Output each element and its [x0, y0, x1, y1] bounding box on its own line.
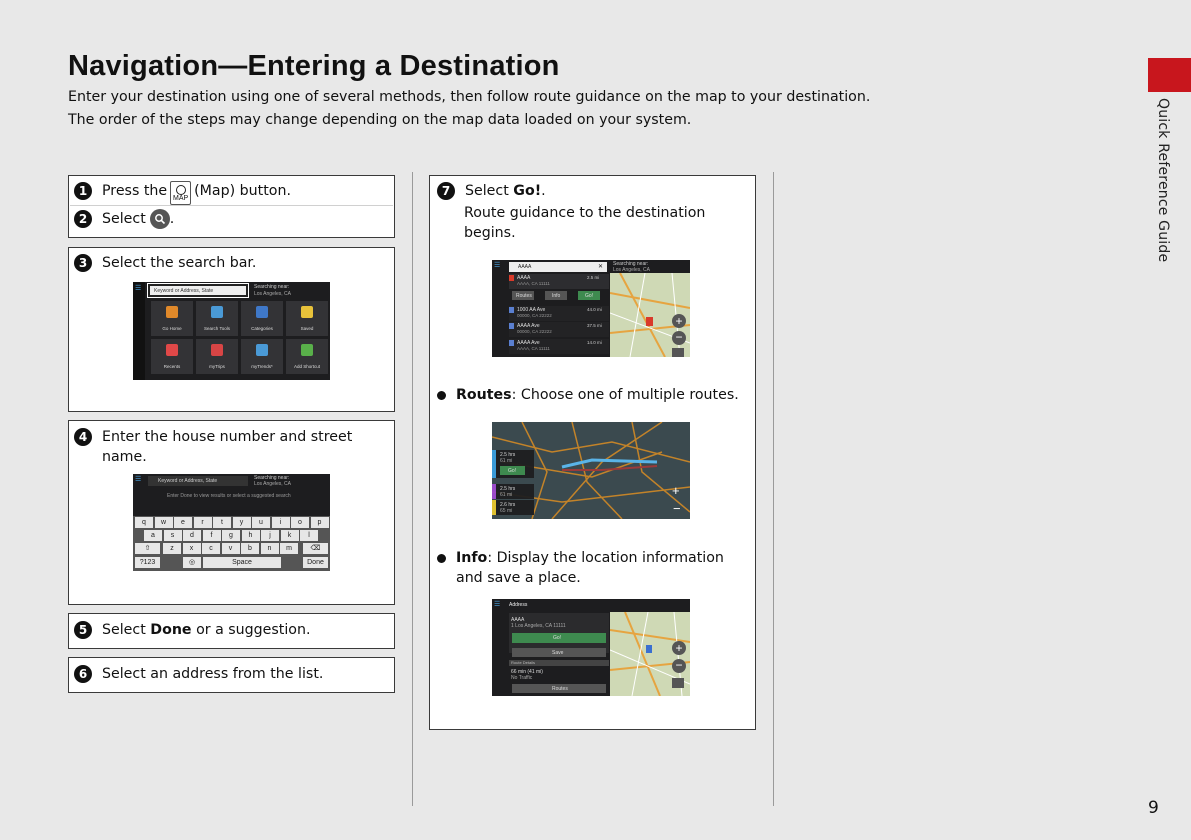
result-row: [509, 274, 609, 289]
info-name: AAAA: [511, 617, 525, 623]
tile-label: myTrips: [209, 364, 225, 369]
result-name: AAAA Ave: [517, 323, 540, 329]
intro-text: [68, 86, 870, 132]
keyboard-key: r: [194, 517, 212, 528]
keyboard-key: u: [252, 517, 270, 528]
menu-tile: [286, 301, 328, 336]
keyboard-key: w: [155, 517, 173, 528]
step-number: 6: [74, 665, 92, 683]
menu-icon: ☰: [494, 262, 501, 269]
step-number: 2: [74, 210, 92, 228]
screen-search-menu: [133, 282, 330, 380]
result-marker: [509, 340, 514, 346]
tile-icon: [166, 306, 178, 318]
bullet-routes: [437, 385, 739, 405]
result-marker: [509, 323, 514, 329]
go-button: Go!: [500, 466, 525, 475]
result-address: AAAA, CA 11111: [517, 346, 550, 351]
result-address: AAAA, CA 11111: [517, 281, 550, 286]
route-time: 2.5 hrs: [500, 452, 516, 458]
backspace-key: ⌫: [303, 543, 328, 554]
search-icon: [150, 209, 170, 229]
search-bar: [148, 476, 248, 486]
column-divider-left: [412, 172, 413, 806]
result-marker: [509, 275, 514, 281]
go-button: Go!: [512, 633, 606, 643]
info-address: 1 Los Angeles, CA 11111: [511, 623, 566, 629]
route-card: [492, 500, 534, 515]
keyboard-key: t: [213, 517, 231, 528]
step-text: Select the search bar.: [102, 255, 257, 271]
near-value: Los Angeles, CA: [254, 481, 291, 487]
info-traffic: No Traffic: [511, 675, 533, 681]
search-bar: [509, 262, 607, 272]
step-5: [74, 620, 311, 640]
screen-sidebar: [133, 282, 145, 380]
route-time: 2.5 hrs: [500, 486, 516, 492]
keyboard-key: x: [183, 543, 201, 554]
tile-label: myTrends*: [251, 364, 273, 369]
route-distance: 61 mi: [500, 492, 513, 498]
menu-icon: ☰: [135, 285, 142, 292]
step-2: [74, 209, 174, 229]
tile-label: Add Shortcut: [293, 364, 320, 369]
tile-label: Categories: [251, 326, 273, 331]
step-text-post: or a suggestion.: [196, 622, 311, 638]
section-header: Route Details: [509, 660, 609, 666]
near-value: Los Angeles, CA: [254, 291, 291, 297]
step-4: [74, 427, 374, 467]
keyboard-key: j: [261, 530, 279, 541]
near-label: Searching near:: [254, 475, 290, 481]
result-address: 00000, CA 22222: [517, 329, 552, 334]
search-value: AAAA: [518, 264, 532, 270]
result-name: AAAA: [517, 275, 531, 281]
step-7-subtext: Route guidance to the destination begins.: [464, 205, 706, 241]
keyboard-key: n: [261, 543, 279, 554]
step-text: Select an address from the list.: [102, 666, 324, 682]
step-text-post: (Map) button.: [194, 183, 291, 199]
fullscreen-icon: [672, 678, 684, 688]
map-button-icon: [170, 181, 191, 205]
mode-key: ?123: [135, 557, 160, 568]
step-number: 5: [74, 621, 92, 639]
result-row: [509, 322, 609, 337]
step-text-pre: Select: [102, 211, 146, 227]
keyboard-key: z: [163, 543, 181, 554]
route-distance: 61 mi: [500, 458, 513, 464]
route-color-bar: [492, 450, 496, 478]
step-text-pre: Select: [102, 622, 146, 638]
keyboard-key: q: [135, 517, 153, 528]
keyboard-key: k: [281, 530, 299, 541]
bullet-info: [437, 548, 742, 588]
tile-icon: [301, 344, 313, 356]
result-distance: 37.5 mi: [587, 323, 602, 328]
tile-icon: [301, 306, 313, 318]
menu-tile: [196, 301, 238, 336]
space-key: Space: [203, 557, 281, 568]
result-row: [509, 306, 609, 321]
section-tab-label: Quick Reference Guide: [1155, 98, 1171, 263]
section-tab-marker: [1148, 58, 1191, 92]
keyboard-key: y: [233, 517, 251, 528]
near-label: Searching near:: [613, 261, 649, 267]
intro-line-2: The order of the steps may change depending on the map data loaded on your system.: [68, 112, 692, 128]
search-placeholder: Keyword or Address, State: [154, 288, 214, 294]
tile-label: Search Tools: [204, 326, 230, 331]
search-placeholder: Keyword or Address, State: [158, 478, 218, 484]
tile-icon: [256, 344, 268, 356]
route-time: 2.6 hrs: [500, 502, 516, 508]
menu-tile: [286, 339, 328, 374]
info-button: Info: [545, 291, 567, 300]
step-divider: [70, 205, 393, 206]
result-distance: 14.0 mi: [587, 340, 602, 345]
tile-icon: [166, 344, 178, 356]
result-name: AAAA Ave: [517, 340, 540, 346]
result-distance: 2.5 mi: [587, 275, 600, 280]
tile-icon: [211, 306, 223, 318]
screen-info: [492, 599, 690, 696]
result-row: [509, 339, 609, 354]
zoom-out-icon: −: [672, 331, 686, 345]
tile-label: Recents: [163, 364, 181, 369]
tile-icon: [256, 306, 268, 318]
result-marker: [509, 307, 514, 313]
step-number: 1: [74, 182, 92, 200]
menu-icon: ☰: [494, 601, 501, 608]
step-text: Enter the house number and street name.: [102, 429, 353, 465]
route-distance: 65 mi: [500, 508, 513, 514]
result-address: 00000, CA 22222: [517, 313, 552, 318]
route-color-bar: [492, 500, 496, 515]
keyboard-key: a: [144, 530, 162, 541]
bullet-text: : Choose one of multiple routes.: [511, 387, 739, 403]
route-card: [492, 484, 534, 499]
step-3: [74, 253, 256, 273]
result-distance: 44.0 mi: [587, 307, 602, 312]
keyboard-key: d: [183, 530, 201, 541]
screen-routes: [492, 422, 690, 519]
keyboard-key: g: [222, 530, 240, 541]
step-7: [437, 181, 546, 201]
keyboard-key: e: [174, 517, 192, 528]
keyboard-key: f: [203, 530, 221, 541]
map-pin-icon: [176, 185, 186, 195]
routes-button: Routes: [512, 684, 606, 693]
zoom-in-icon: +: [672, 483, 680, 498]
keyboard-key: l: [300, 530, 318, 541]
step-6: [74, 664, 323, 684]
keyboard-key: s: [164, 530, 182, 541]
step-text-post: .: [169, 211, 175, 227]
zoom-out-icon: −: [672, 659, 686, 673]
keyboard-key: p: [311, 517, 329, 528]
step-text-bold: Go!: [513, 183, 542, 199]
menu-icon: ☰: [135, 476, 142, 483]
menu-tile: [241, 339, 283, 374]
voice-key: ◎: [183, 557, 201, 568]
result-name: 1000 AA Ave: [517, 307, 546, 313]
screen-results: [492, 260, 690, 357]
page-number: 9: [1148, 798, 1159, 818]
fullscreen-icon: [672, 348, 684, 357]
go-button: Go!: [578, 291, 600, 300]
step-number: 7: [437, 182, 455, 200]
column-divider-right: [773, 172, 774, 806]
step-text-pre: Press the: [102, 183, 168, 199]
keyboard-key: i: [272, 517, 290, 528]
step-text-pre: Select: [465, 183, 509, 199]
menu-tile: [151, 301, 193, 336]
bullet-dot: [437, 554, 446, 563]
menu-tile: [196, 339, 238, 374]
keyboard-key: c: [202, 543, 220, 554]
map-button-label: MAP: [173, 194, 189, 202]
zoom-in-icon: +: [672, 314, 686, 328]
intro-line-1: Enter your destination using one of several methods, then follow route guidance on the map to your destination.: [68, 89, 871, 105]
route-color-bar: [492, 484, 496, 499]
near-value: Los Angeles, CA: [613, 267, 650, 273]
zoom-out-icon: −: [673, 501, 681, 516]
routes-button: Routes: [512, 291, 534, 300]
step-number: 4: [74, 428, 92, 446]
keyboard-hint: Enter Done to view results or select a suggested search: [167, 493, 291, 499]
step-text-post: .: [541, 183, 546, 199]
clear-icon: ✕: [598, 264, 604, 270]
done-key: Done: [303, 557, 328, 568]
bullet-bold: Info: [456, 550, 488, 566]
menu-tile: [151, 339, 193, 374]
info-eta: 66 min (41 mi): [511, 669, 543, 675]
tile-icon: [211, 344, 223, 356]
keyboard-key: m: [280, 543, 298, 554]
page-title: Navigation—Entering a Destination: [68, 50, 560, 82]
shift-key: ⇧: [135, 543, 160, 554]
near-label: Searching near:: [254, 284, 290, 290]
step-text-bold: Done: [150, 622, 192, 638]
info-title: Address: [509, 602, 528, 608]
zoom-in-icon: +: [672, 641, 686, 655]
tile-label: Saved: [300, 326, 314, 331]
bullet-bold: Routes: [456, 387, 512, 403]
keyboard-key: h: [242, 530, 260, 541]
save-button: Save: [512, 648, 606, 657]
map-preview: [610, 273, 690, 357]
keyboard-key: o: [291, 517, 309, 528]
screen-keyboard: [133, 474, 330, 571]
map-preview: [610, 612, 690, 696]
bullet-dot: [437, 391, 446, 400]
keyboard-key: b: [241, 543, 259, 554]
keyboard-key: v: [222, 543, 240, 554]
bullet-text: : Display the location information and save a place.: [456, 550, 724, 586]
step-number: 3: [74, 254, 92, 272]
search-bar: [148, 284, 248, 297]
tile-label: Go Home: [162, 326, 182, 331]
menu-tile: [241, 301, 283, 336]
step-1: [74, 181, 291, 205]
